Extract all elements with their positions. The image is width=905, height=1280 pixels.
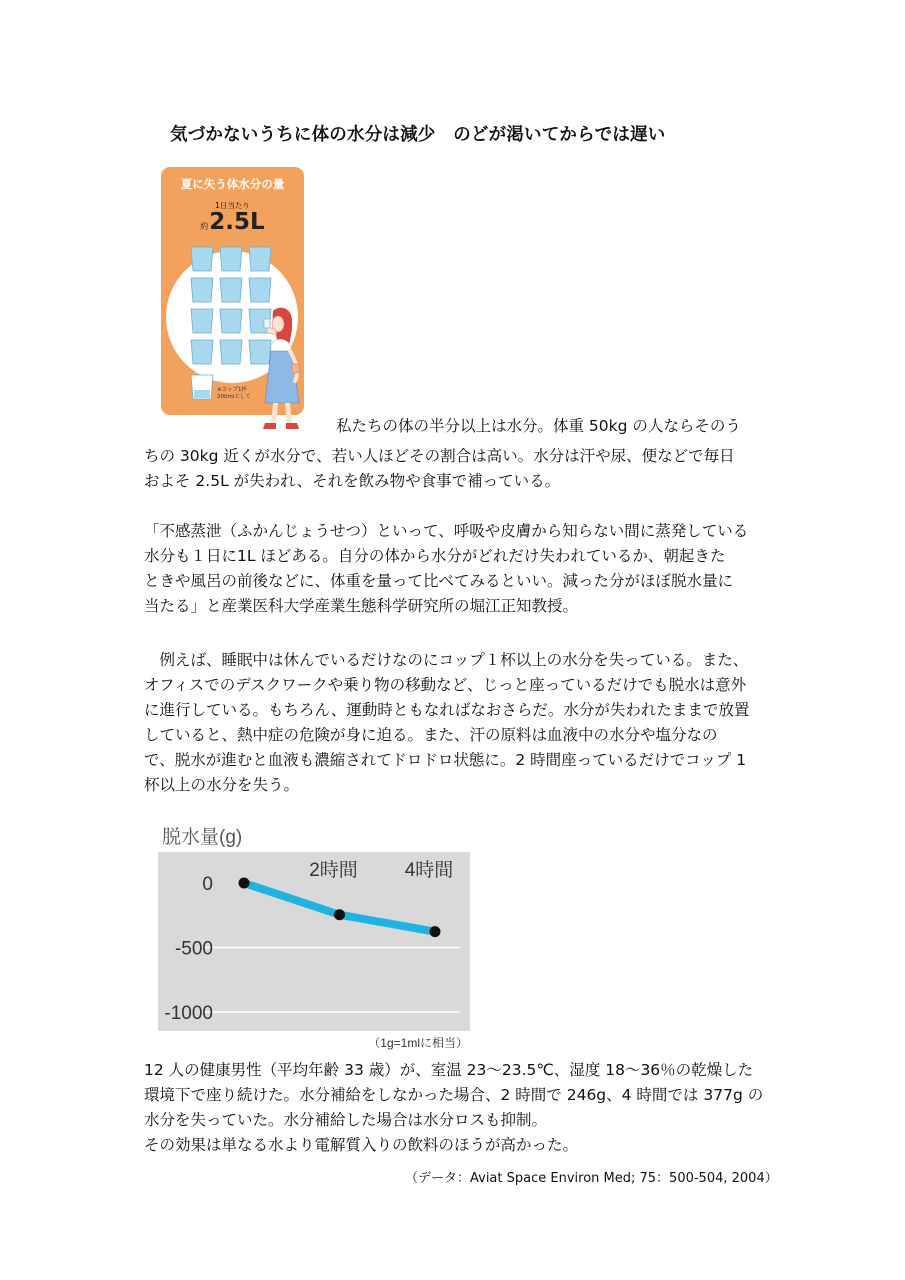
page-title: 気づかないうちに体の水分は減少 のどが渇いてからでは遅い (170, 125, 666, 145)
card-amount-value: 2.5L (209, 209, 265, 235)
paragraph-4 (144, 1058, 764, 1158)
paragraph-2 (144, 519, 764, 619)
water-cup-icon (220, 340, 242, 364)
data-point (239, 878, 250, 889)
y-tick-label: -1000 (164, 1003, 213, 1024)
paragraph-line: していると、熱中症の危険が身に迫る。また、汗の原料は血液中の水分や塩分なの (144, 726, 718, 744)
water-cup-icon (220, 247, 242, 271)
paragraph-line: 環境下で座り続けた。水分補給をしなかった場合、2 時間で 246g、4 時間では 377g の (144, 1086, 764, 1104)
card-note-line1: ※コップ1杯 (217, 387, 247, 393)
paragraph-line: ときや風呂の前後などに、体重を量って比べてみるといい。減った分がほぼ脱水量に (144, 572, 734, 590)
time-label: 2時間 (309, 860, 358, 881)
y-tick-label: -500 (174, 938, 213, 960)
paragraph-line: その効果は単なる水より電解質入りの飲料のほうが高かった。 (144, 1136, 579, 1154)
water-cup-icon (249, 340, 271, 364)
water-cup-icon (249, 247, 271, 271)
infographic-illustration (161, 167, 306, 435)
chart-note: （1g=1mlに相当） (368, 1036, 468, 1050)
cup-water-level (194, 390, 210, 398)
paragraph-line: およそ 2.5L が失われ、それを飲み物や食事で補っている。 (144, 472, 561, 490)
card-per-day: 1日当たり (215, 201, 250, 210)
water-cup-icon (191, 278, 213, 302)
data-point (334, 909, 345, 920)
time-label: 4時間 (404, 860, 454, 881)
paragraph-line: 杯以上の水分を失う。 (144, 776, 300, 794)
data-point (430, 926, 441, 937)
paragraph-1 (144, 414, 764, 494)
card-approx: 約 (200, 222, 209, 231)
paragraph-line: で、脱水が進むと血液も濃縮されてドロドロ状態に。2 時間座っているだけでコップ 1 (144, 751, 747, 769)
paragraph-line: 「不感蒸泄（ふかんじょうせつ）といって、呼吸や皮膚から知らない間に蒸発している (144, 522, 749, 540)
paragraph-line: 当たる」と産業医科大学産業生態科学研究所の堀江正知教授。 (144, 597, 579, 615)
water-cup-icon (249, 278, 271, 302)
water-cup-icon (220, 309, 242, 333)
card-heading: 夏に失う体水分の量 (180, 177, 285, 191)
y-tick-label: 0 (202, 874, 213, 895)
water-cup-icon (191, 309, 213, 333)
water-cup-icon (220, 278, 242, 302)
water-cup-icon (191, 340, 213, 364)
citation: （データ：Aviat Space Environ Med; 75：500-504, 2004） (405, 1171, 778, 1186)
paragraph-line: 水分も１日に1L ほどある。自分の体から水分がどれだけ失われているか、朝起きた (144, 547, 726, 565)
water-cup-icon (191, 247, 213, 271)
paragraph-3 (144, 648, 764, 798)
paragraph-line: に進行している。もちろん、運動時ともなればなおさらだ。水分が失われたままで放置 (144, 701, 750, 719)
dehydration-chart (155, 826, 485, 1056)
chart-title: 脱水量(g) (162, 827, 243, 848)
paragraph-line: 12 人の健康男性（平均年齢 33 歳）が、室温 23～23.5℃、湿度 18～36％の乾燥した (144, 1061, 754, 1079)
paragraph-line: ちの 30kg 近くが水分で、若い人ほどその割合は高い。水分は汗や尿、便などで毎日 (144, 447, 735, 465)
paragraph-line: オフィスでのデスクワークや乗り物の移動など、じっと座っているだけでも脱水は意外 (144, 676, 747, 694)
paragraph-line: 水分を失っていた。水分補給した場合は水分ロスも抑制。 (144, 1111, 548, 1129)
card-note-line2: 200mlとして (217, 394, 251, 400)
paragraph-line: 私たちの体の半分以上は水分。体重 50kg の人ならそのう (336, 417, 741, 435)
paragraph-line: 例えば、睡眠中は休んでいるだけなのにコップ１杯以上の水分を失っている。また、 (144, 651, 749, 669)
